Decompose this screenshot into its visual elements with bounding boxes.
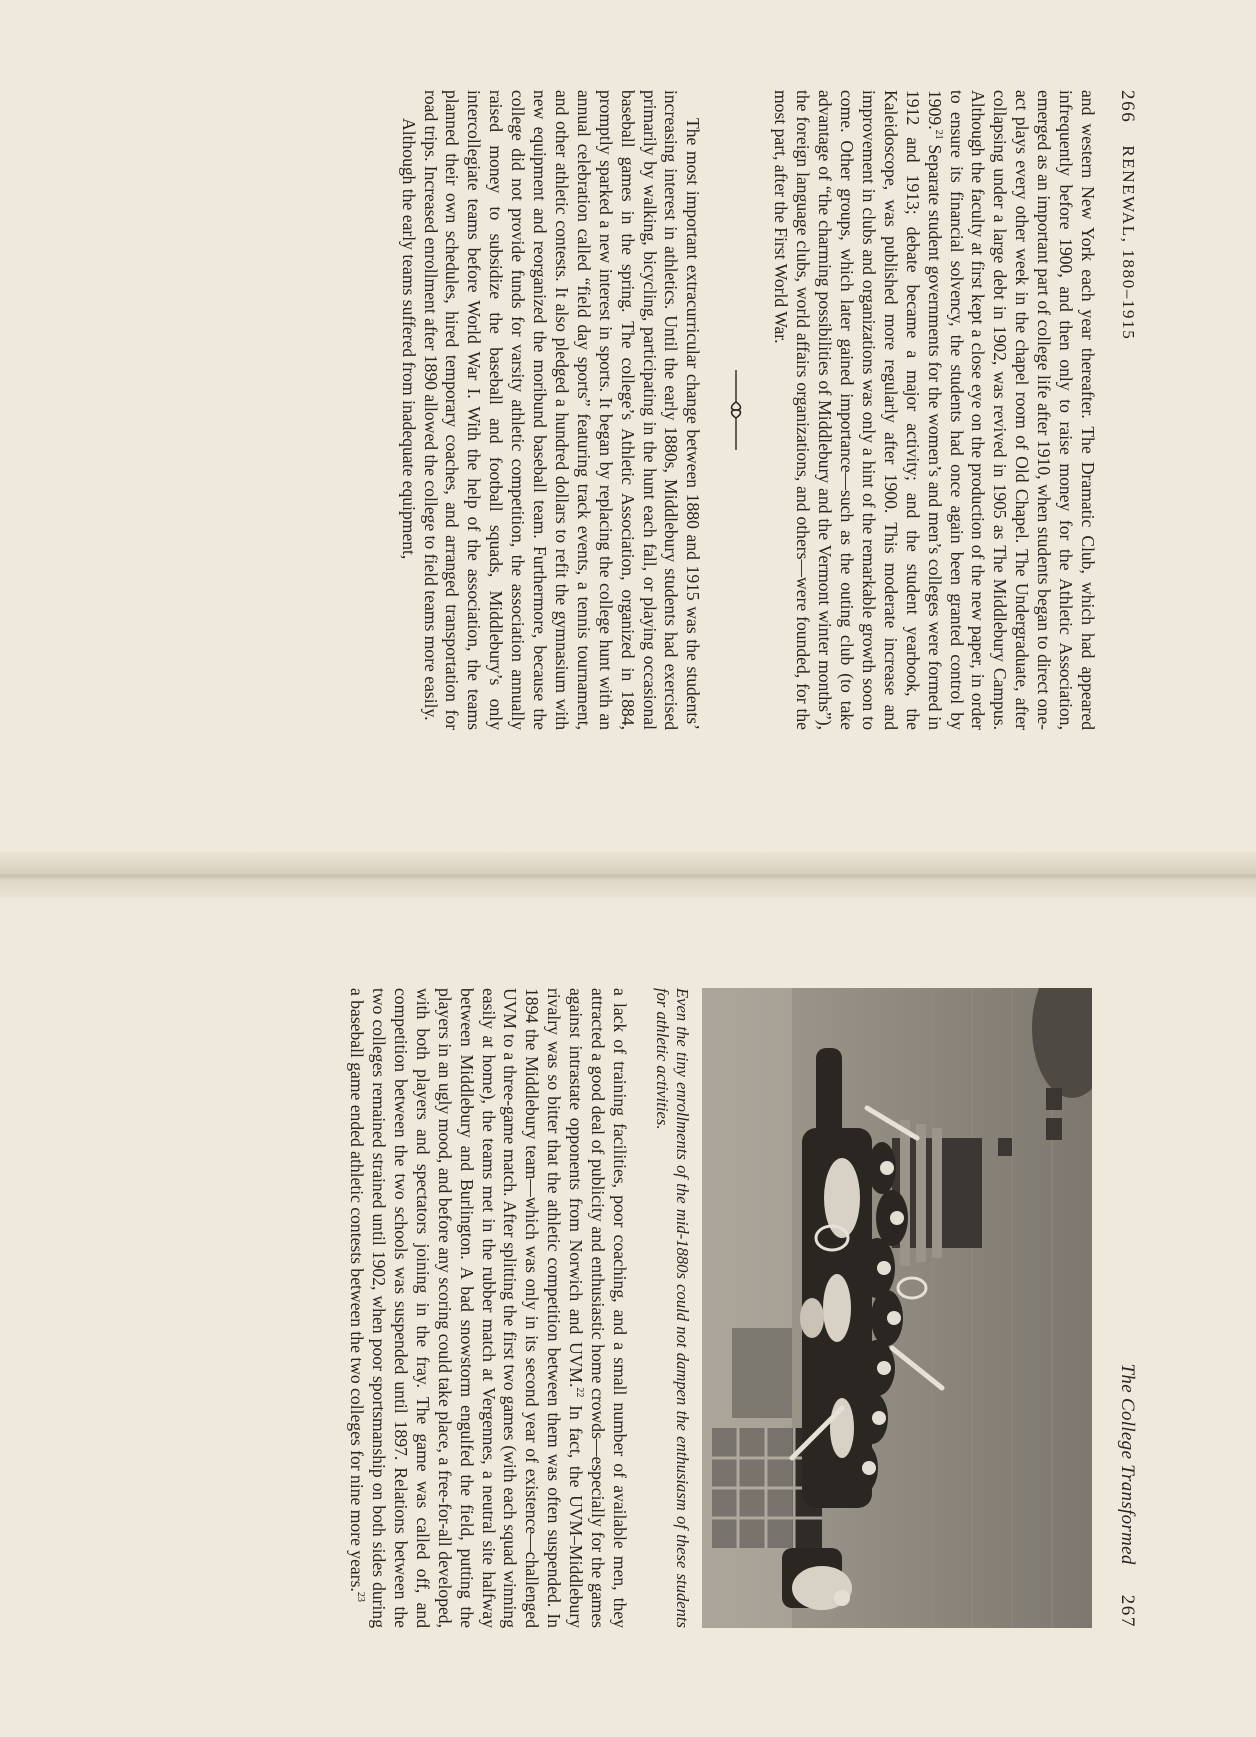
book-gutter — [0, 852, 1256, 898]
team-photograph — [702, 988, 1092, 1628]
page-267-text-block — [345, 988, 1138, 1628]
fleuron-icon — [729, 368, 743, 452]
running-head-title: RENEWAL, 1880–1915 — [1119, 145, 1138, 341]
page-267 — [0, 898, 1256, 1737]
paragraph: and western New York each year thereafter. The Dramatic Club, which had appeared infrequently before 1900, and then only to raise money for the Athletic Association, emerged as an important part of college life after 1910, when students began to direct one-act plays every other week in the chapel room of Old Chapel. The Undergraduate, after collapsing under a large debt in 1902, was revived in 1905 as The Middlebury Campus. Although the faculty at first kept a close eye on the production of the new paper, in order to ensure its financial solvency, the students had once again been granted control by 1909.21 Separate student governments for the women’s and men’s colleges were formed in 1912 and 1913; debate became a major activity; and the student yearbook, the Kaleidoscope, was published more regularly after 1900. This moderate increase and improvement in clubs and organizations was only a hint of the remarkable growth soon to come. Other groups, which later gained importance—such as the outing club (to take advantage of “the charming possibilities of Middlebury and the Vermont winter months”), the foreign language clubs, world affairs organizations, and others—were founded, for the most part, after the First World War. — [771, 90, 1098, 730]
students-group-photo-image — [702, 988, 1092, 1628]
paragraph: a lack of training facilities, poor coaching, and a small number of available men, they attracted a good deal of publicity and enthusiastic home crowds—especially for the games against intrastate opponents from Norwich and UVM.$^{22}$ In fact, the UVM–Middlebury rivalry was so bitter that the athletic competition between them was often suspended. In 1894 the Middlebury team—which was only in its second year of existence—challenged UVM to a three-game match. After splitting the first two games (with each squad winning easily at home), the teams met in the rubber match at Vergennes, a neutral site halfway between Middlebury and Burlington. A bad snowstorm engulfed the field, putting the players in an ugly mood, and before any scoring could take place, a free-for-all developed, with both players and spectators joining in the fray. The game was called off, and competition between the two schools was suspended until 1897. Relations between the two colleges remained strained until 1902, when poor sportsmanship on both sides during a baseball game ended athletic contests between the two colleges for nine more years.$^{23}$ — [347, 988, 630, 1628]
footnote-ref[interactable]: 21 — [932, 129, 944, 140]
section-ornament — [727, 90, 743, 730]
running-head-left — [1098, 90, 1138, 730]
paragraph: The most important extracurricular change between 1880 and 1915 was the students’ increasing interest in athletics. Until the early 1880s, Middlebury students had exercised primarily by walking, bicycling, participating in the hunt each fall, or playing occasional baseball games in the spring. The college’s Athletic Association, organized in 1884, promptly sparked a new interest in sports. It began by replacing the college hunt with an annual celebration called “field day sports” featuring track events, a tennis tournament, and other athletic contests. It also pledged a hundred dollars to refit the gymnasium with new equipment and reorganized the moribund baseball team. Furthermore, because the college did not provide funds for varsity athletic competition, the association annually raised money to subsidize the baseball and football squads, Middlebury’s only intercollegiate teams before World War I. With the help of the association, the teams planned their own schedules, hired temporary coaches, and arranged transportation for road trips. Increased enrollment after 1890 allowed the college to field teams more easily. — [420, 90, 704, 730]
page-number: 267 — [1117, 1594, 1138, 1628]
page-number: 266 — [1117, 90, 1138, 124]
page-266-text-block — [397, 90, 1138, 730]
running-head-right — [1098, 988, 1138, 1628]
running-head-title: The College Transformed — [1117, 1363, 1138, 1565]
footnote-ref[interactable]: 22 — [574, 1387, 586, 1398]
photo-caption: Even the tiny enrollments of the mid-1880s could not dampen the enthusiasm of these students for athletic activities. — [653, 988, 692, 1628]
paragraph: Although the early teams suffered from inadequate equipment, — [398, 118, 419, 560]
footnote-ref[interactable]: 23 — [354, 1591, 366, 1602]
page-266 — [0, 0, 1256, 852]
